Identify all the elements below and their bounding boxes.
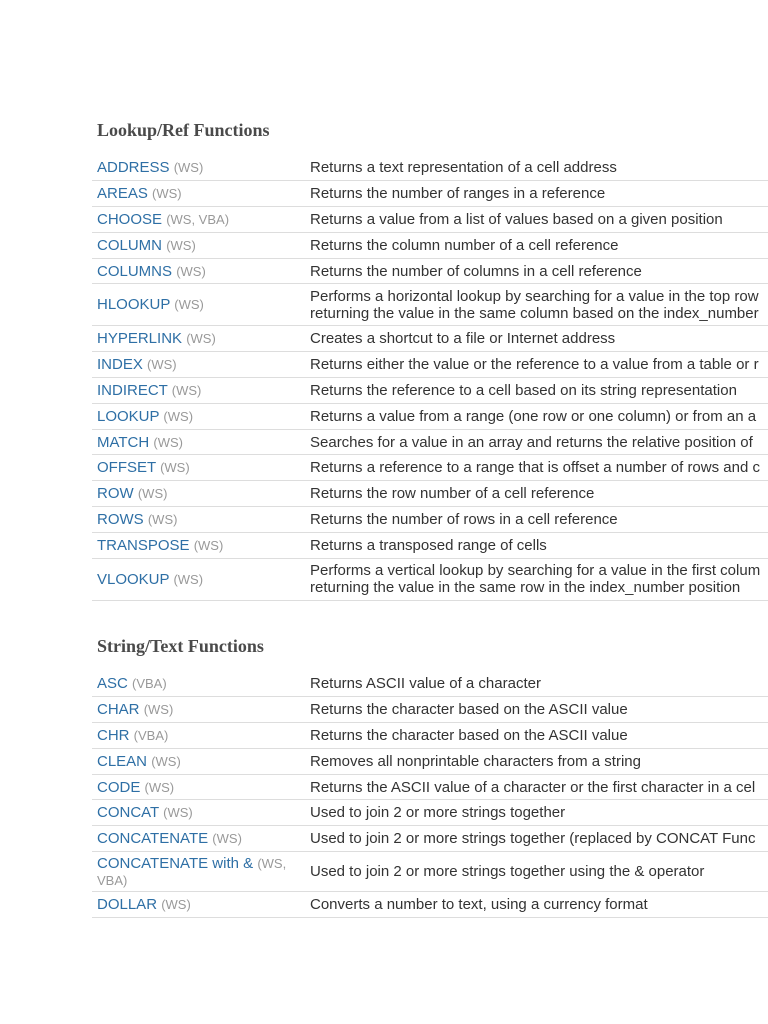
function-row bbox=[92, 481, 768, 507]
function-description-cell bbox=[305, 852, 768, 892]
function-row bbox=[92, 207, 768, 233]
function-description-cell bbox=[305, 671, 768, 697]
function-link[interactable]: INDIRECT bbox=[97, 381, 168, 399]
environment-tag-continued: VBA) bbox=[97, 872, 128, 888]
function-row bbox=[92, 826, 768, 852]
function-description-cell bbox=[305, 748, 768, 774]
function-description-cell bbox=[305, 558, 768, 600]
function-description: Returns either the value or the reference to a value from a table or r bbox=[310, 356, 759, 374]
function-link[interactable]: CHR bbox=[97, 726, 130, 744]
function-description: Used to join 2 or more strings together bbox=[310, 804, 566, 822]
environment-tag: (WS) bbox=[186, 331, 216, 347]
function-row bbox=[92, 378, 768, 404]
function-link[interactable]: DOLLAR bbox=[97, 895, 158, 913]
function-description-cell bbox=[305, 403, 768, 429]
function-row bbox=[92, 671, 768, 697]
function-link[interactable]: CODE bbox=[97, 778, 141, 796]
function-row bbox=[92, 892, 768, 918]
function-link[interactable]: COLUMN bbox=[97, 236, 163, 254]
function-name-cell bbox=[92, 507, 305, 533]
environment-tag: (WS) bbox=[212, 831, 242, 847]
function-row bbox=[92, 774, 768, 800]
function-description: Returns the row number of a cell reference bbox=[310, 485, 595, 503]
function-name-cell bbox=[92, 155, 305, 181]
function-name-cell bbox=[92, 181, 305, 207]
environment-tag: (WS) bbox=[171, 382, 202, 398]
function-link[interactable]: CHOOSE bbox=[97, 210, 163, 228]
function-name-cell bbox=[92, 352, 305, 378]
function-description: Returns the number of ranges in a reference bbox=[310, 185, 606, 203]
environment-tag: (VBA) bbox=[132, 676, 167, 692]
environment-tag: (WS) bbox=[160, 460, 190, 476]
function-row bbox=[92, 697, 768, 723]
function-name-cell bbox=[92, 892, 305, 918]
function-row bbox=[92, 507, 768, 533]
environment-tag: (WS) bbox=[176, 263, 206, 279]
function-name-cell bbox=[92, 232, 305, 258]
environment-tag: (WS) bbox=[166, 237, 196, 253]
function-row bbox=[92, 748, 768, 774]
function-name-cell bbox=[92, 748, 305, 774]
function-description: Returns the character based on the ASCII value bbox=[310, 701, 628, 719]
function-description: Returns ASCII value of a character bbox=[310, 675, 541, 693]
function-description: Returns the number of columns in a cell reference bbox=[310, 262, 642, 280]
function-description-cell bbox=[305, 207, 768, 233]
environment-tag: (WS) bbox=[161, 896, 191, 912]
function-name-cell bbox=[92, 671, 305, 697]
function-description: Returns a value from a range (one row or one column) or from an a bbox=[310, 407, 757, 425]
function-name-cell bbox=[92, 826, 305, 852]
function-link[interactable]: CHAR bbox=[97, 701, 140, 719]
function-name-cell bbox=[92, 481, 305, 507]
function-name-cell bbox=[92, 207, 305, 233]
function-name-cell bbox=[92, 258, 305, 284]
environment-tag: (WS) bbox=[152, 186, 182, 202]
function-description: Returns the number of rows in a cell reference bbox=[310, 510, 618, 528]
function-description: Performs a vertical lookup by searching for a value in the first colum bbox=[310, 562, 761, 580]
function-description: Returns the ASCII value of a character or the first character in a cel bbox=[310, 778, 756, 796]
function-description-cell bbox=[305, 181, 768, 207]
function-description: Returns the character based on the ASCII value bbox=[310, 726, 628, 744]
function-name-cell bbox=[92, 852, 305, 892]
function-link[interactable]: LOOKUP bbox=[97, 407, 160, 425]
function-link[interactable]: HLOOKUP bbox=[97, 296, 171, 314]
function-row bbox=[92, 258, 768, 284]
function-description: Returns a value from a list of values based on a given position bbox=[310, 210, 723, 228]
function-description-cell bbox=[305, 826, 768, 852]
function-name-cell bbox=[92, 455, 305, 481]
function-name-cell bbox=[92, 284, 305, 326]
function-link[interactable]: COLUMNS bbox=[97, 262, 173, 280]
environment-tag: (WS) bbox=[163, 805, 193, 821]
environment-tag: (WS) bbox=[174, 297, 204, 313]
function-link[interactable]: MATCH bbox=[97, 433, 150, 451]
function-row bbox=[92, 155, 768, 181]
function-description-cell bbox=[305, 429, 768, 455]
function-description-cell bbox=[305, 892, 768, 918]
environment-tag: (WS, VBA) bbox=[166, 211, 230, 227]
environment-tag: (WS, bbox=[257, 855, 287, 871]
function-row bbox=[92, 326, 768, 352]
function-description: Returns a transposed range of cells bbox=[310, 536, 547, 554]
environment-tag: (WS) bbox=[151, 753, 181, 769]
function-row bbox=[92, 352, 768, 378]
function-description-cell bbox=[305, 800, 768, 826]
function-description-cell bbox=[305, 481, 768, 507]
function-row bbox=[92, 181, 768, 207]
function-description-cell bbox=[305, 455, 768, 481]
function-link[interactable]: ASC bbox=[97, 675, 128, 693]
function-description: Removes all nonprintable characters from a string bbox=[310, 752, 641, 770]
function-description-cell bbox=[305, 774, 768, 800]
function-name-cell bbox=[92, 403, 305, 429]
function-link[interactable]: TRANSPOSE bbox=[97, 536, 190, 554]
function-link[interactable]: OFFSET bbox=[97, 459, 156, 477]
function-link[interactable]: AREAS bbox=[97, 185, 148, 203]
function-description: Converts a number to text, using a currency format bbox=[310, 895, 648, 913]
function-row bbox=[92, 558, 768, 600]
environment-tag: (WS) bbox=[173, 571, 204, 587]
environment-tag: (WS) bbox=[147, 511, 178, 527]
function-name-cell bbox=[92, 429, 305, 455]
function-link[interactable]: VLOOKUP bbox=[97, 570, 170, 588]
function-description-cell bbox=[305, 507, 768, 533]
function-link[interactable]: CLEAN bbox=[97, 752, 148, 770]
environment-tag: (WS) bbox=[193, 537, 224, 553]
function-description: Returns the reference to a cell based on its string representation bbox=[310, 381, 737, 399]
function-link[interactable]: ROWS bbox=[97, 510, 144, 528]
function-link[interactable]: ROW bbox=[97, 485, 134, 503]
function-name-cell bbox=[92, 800, 305, 826]
function-row bbox=[92, 403, 768, 429]
function-description: Returns the column number of a cell reference bbox=[310, 236, 619, 254]
function-description-cell bbox=[305, 352, 768, 378]
string-text-functions-table bbox=[92, 671, 768, 918]
function-name-cell bbox=[92, 532, 305, 558]
function-row bbox=[92, 852, 768, 892]
function-row bbox=[92, 232, 768, 258]
function-row bbox=[92, 723, 768, 749]
function-name-cell bbox=[92, 774, 305, 800]
function-description: Returns a reference to a range that is offset a number of rows and c bbox=[310, 459, 760, 477]
function-description: Returns a text representation of a cell address bbox=[310, 159, 617, 177]
function-description-cell bbox=[305, 378, 768, 404]
function-row bbox=[92, 284, 768, 326]
function-description: Creates a shortcut to a file or Internet address bbox=[310, 330, 616, 348]
function-description: Performs a horizontal lookup by searching for a value in the top row bbox=[310, 287, 759, 305]
function-description: Searches for a value in an array and returns the relative position of bbox=[310, 433, 753, 451]
function-link[interactable]: CONCATENATE bbox=[97, 830, 209, 848]
function-name-cell bbox=[92, 378, 305, 404]
function-row bbox=[92, 429, 768, 455]
function-description-cell bbox=[305, 155, 768, 181]
function-name-cell bbox=[92, 697, 305, 723]
environment-tag: (WS) bbox=[144, 779, 175, 795]
environment-tag: (WS) bbox=[153, 434, 183, 450]
function-link[interactable]: HYPERLINK bbox=[97, 330, 183, 348]
function-link[interactable]: CONCAT bbox=[97, 804, 159, 822]
section-title-string-text: String/Text Functions bbox=[97, 636, 264, 656]
function-row bbox=[92, 455, 768, 481]
environment-tag: (WS) bbox=[147, 357, 177, 373]
function-link[interactable]: CONCATENATE with & bbox=[97, 854, 254, 872]
function-description: Used to join 2 or more strings together (replaced by CONCAT Func bbox=[310, 830, 756, 848]
function-description-cell bbox=[305, 284, 768, 326]
function-description-cell bbox=[305, 697, 768, 723]
function-name-cell bbox=[92, 723, 305, 749]
section-title-lookup-ref: Lookup/Ref Functions bbox=[97, 120, 270, 140]
function-description: returning the value in the same column based on the index_number bbox=[310, 304, 759, 322]
function-row bbox=[92, 532, 768, 558]
function-description-cell bbox=[305, 258, 768, 284]
function-description: Used to join 2 or more strings together using the & operator bbox=[310, 863, 705, 881]
function-link[interactable]: ADDRESS bbox=[97, 159, 170, 177]
function-description: returning the value in the same row in the index_number position bbox=[310, 579, 741, 597]
environment-tag: (WS) bbox=[143, 702, 174, 718]
function-name-cell bbox=[92, 326, 305, 352]
function-description-cell bbox=[305, 532, 768, 558]
function-description-cell bbox=[305, 723, 768, 749]
environment-tag: (VBA) bbox=[133, 727, 169, 743]
function-description-cell bbox=[305, 326, 768, 352]
function-description-cell bbox=[305, 232, 768, 258]
lookup-ref-functions-table bbox=[92, 155, 768, 601]
function-name-cell bbox=[92, 558, 305, 600]
function-link[interactable]: INDEX bbox=[97, 356, 143, 374]
environment-tag: (WS) bbox=[137, 486, 168, 502]
function-row bbox=[92, 800, 768, 826]
environment-tag: (WS) bbox=[173, 160, 204, 176]
environment-tag: (WS) bbox=[163, 408, 194, 424]
